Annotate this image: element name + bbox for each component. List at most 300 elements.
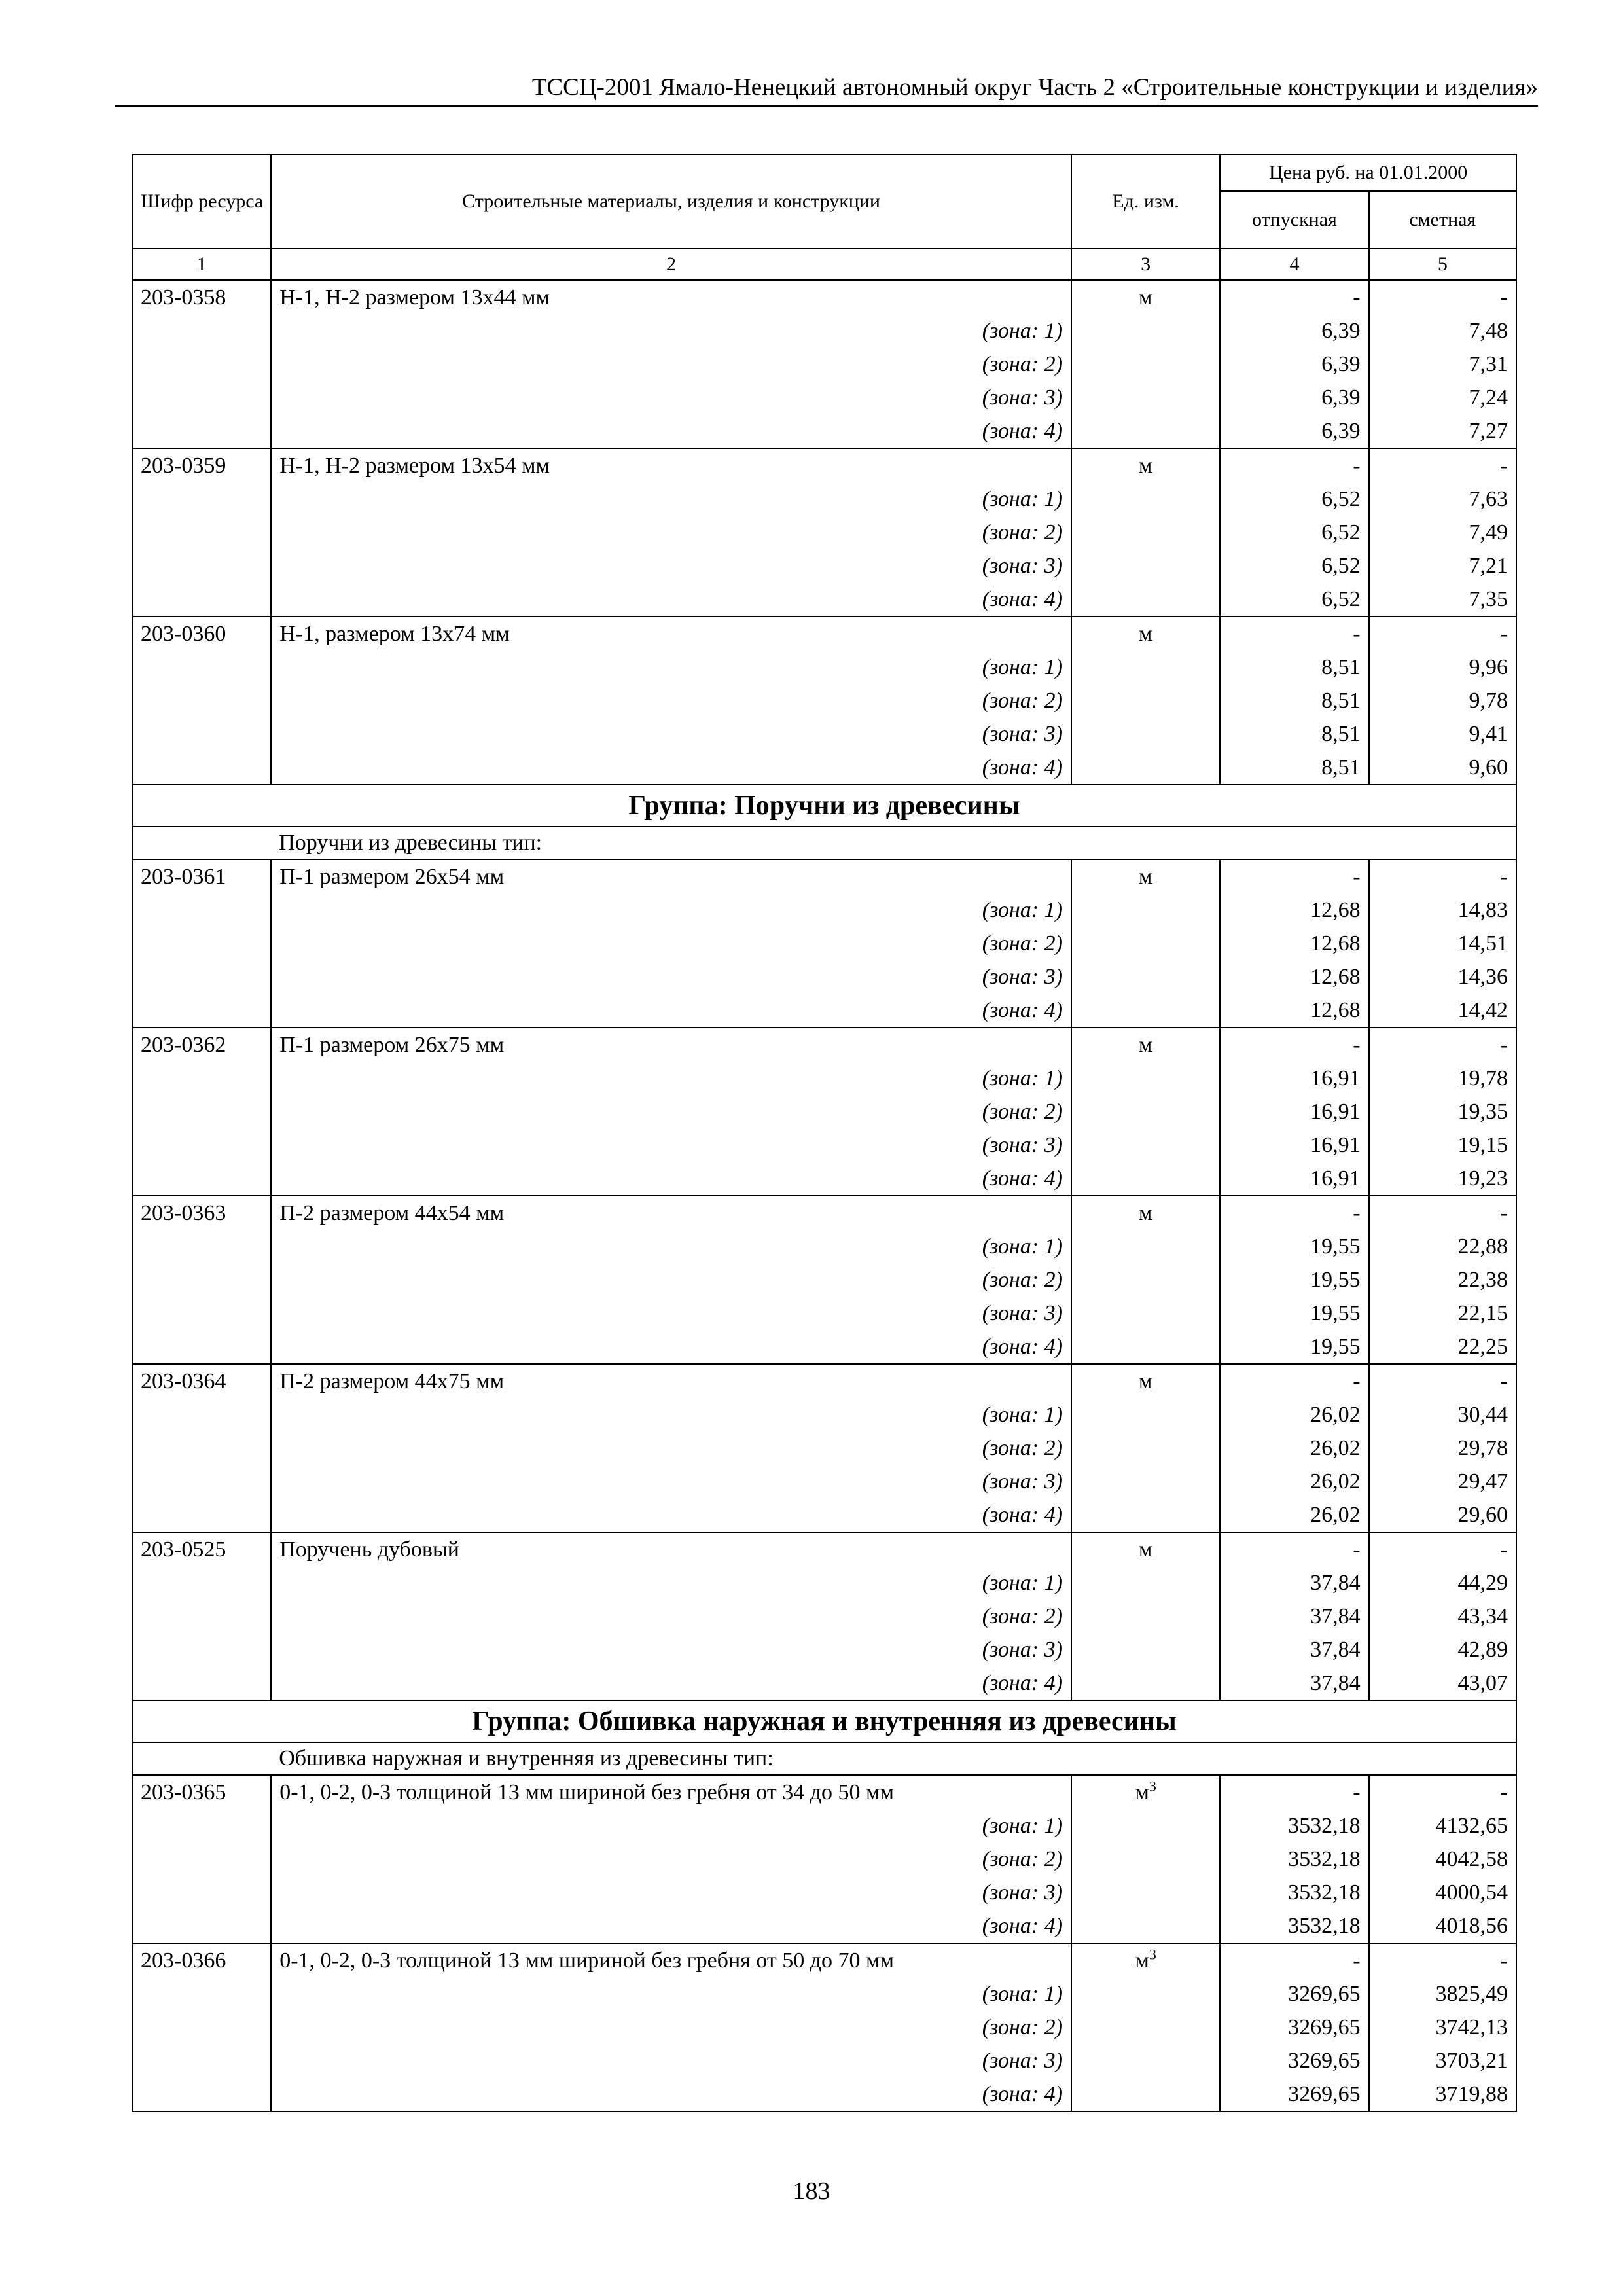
price-release: -	[1220, 1196, 1368, 1230]
material-name: Н-1, размером 13х74 мм	[271, 617, 1071, 651]
unit-empty	[1071, 2044, 1220, 2077]
price-release: 19,55	[1220, 1230, 1368, 1263]
zone-row	[132, 994, 1516, 1028]
zone-label: (зона: 3)	[271, 1465, 1071, 1498]
zone-label: (зона: 4)	[271, 1666, 1071, 1700]
zone-label: (зона: 4)	[271, 583, 1071, 617]
group-heading: Группа: Обшивка наружная и внутренняя из древесины	[132, 1700, 1516, 1742]
unit-empty	[1071, 1128, 1220, 1162]
price-estimate: 7,21	[1369, 549, 1516, 583]
unit-empty	[1071, 1062, 1220, 1095]
price-release: 6,52	[1220, 549, 1368, 583]
zone-label: (зона: 3)	[271, 1297, 1071, 1330]
resource-code: 203-0360	[132, 617, 271, 651]
price-release: -	[1220, 1028, 1368, 1062]
price-release: 37,84	[1220, 1566, 1368, 1600]
price-estimate: 22,38	[1369, 1263, 1516, 1297]
resource-code-empty	[132, 1876, 271, 1909]
price-estimate: 14,36	[1369, 960, 1516, 994]
zone-label: (зона: 4)	[271, 1330, 1071, 1364]
zone-label: (зона: 3)	[271, 549, 1071, 583]
price-release: 6,52	[1220, 583, 1368, 617]
zone-row	[132, 893, 1516, 927]
unit-label: м	[1138, 1033, 1153, 1057]
subgroup-code-cell	[132, 1742, 271, 1775]
price-estimate: 3825,49	[1369, 1977, 1516, 2011]
resource-code: 203-0359	[132, 448, 271, 482]
header-price-release: отпускная	[1220, 191, 1368, 249]
zone-label: (зона: 4)	[271, 994, 1071, 1028]
price-estimate: 7,63	[1369, 482, 1516, 516]
table-row	[132, 280, 1516, 314]
price-estimate: -	[1369, 1364, 1516, 1398]
zone-row	[132, 583, 1516, 617]
material-name: П-2 размером 44х75 мм	[271, 1364, 1071, 1398]
resource-code-empty	[132, 1095, 271, 1128]
unit-empty	[1071, 583, 1220, 617]
resource-code-empty	[132, 1330, 271, 1364]
price-release: 16,91	[1220, 1095, 1368, 1128]
zone-row	[132, 1876, 1516, 1909]
price-estimate: 19,23	[1369, 1162, 1516, 1196]
material-name: Н-1, Н-2 размером 13х54 мм	[271, 448, 1071, 482]
resource-code-empty	[132, 1600, 271, 1633]
zone-label: (зона: 1)	[271, 1398, 1071, 1431]
price-release: 37,84	[1220, 1600, 1368, 1633]
unit-empty	[1071, 684, 1220, 717]
zone-label: (зона: 4)	[271, 1162, 1071, 1196]
price-estimate: 43,34	[1369, 1600, 1516, 1633]
zone-row	[132, 1600, 1516, 1633]
unit-empty	[1071, 651, 1220, 684]
zone-row	[132, 314, 1516, 348]
price-estimate: 7,31	[1369, 348, 1516, 381]
price-release: 3269,65	[1220, 2044, 1368, 2077]
price-release: -	[1220, 1364, 1368, 1398]
resource-code-empty	[132, 2077, 271, 2111]
zone-label: (зона: 3)	[271, 1633, 1071, 1666]
price-release: 26,02	[1220, 1465, 1368, 1498]
price-release: 3532,18	[1220, 1909, 1368, 1943]
table-row	[132, 1028, 1516, 1062]
unit-empty	[1071, 2011, 1220, 2044]
unit-label: м	[1138, 865, 1153, 889]
unit-cell	[1071, 280, 1220, 314]
subgroup-label: Поручни из древесины тип:	[271, 827, 1516, 859]
zone-row	[132, 1633, 1516, 1666]
zone-row	[132, 1297, 1516, 1330]
zone-row	[132, 482, 1516, 516]
zone-row	[132, 414, 1516, 448]
zone-row	[132, 1162, 1516, 1196]
resource-code: 203-0364	[132, 1364, 271, 1398]
group-heading-row	[132, 1700, 1516, 1742]
zone-row	[132, 1330, 1516, 1364]
price-estimate: -	[1369, 448, 1516, 482]
zone-label: (зона: 3)	[271, 381, 1071, 414]
zone-label: (зона: 2)	[271, 1431, 1071, 1465]
price-release: 12,68	[1220, 927, 1368, 960]
unit-label: м	[1138, 454, 1153, 478]
unit-cell	[1071, 1775, 1220, 1809]
zone-row	[132, 1128, 1516, 1162]
zone-label: (зона: 4)	[271, 751, 1071, 785]
zone-row	[132, 1465, 1516, 1498]
price-release: 37,84	[1220, 1666, 1368, 1700]
unit-empty	[1071, 1842, 1220, 1876]
price-release: -	[1220, 1775, 1368, 1809]
price-estimate: 4018,56	[1369, 1909, 1516, 1943]
price-estimate: -	[1369, 617, 1516, 651]
unit-empty	[1071, 549, 1220, 583]
price-release: 8,51	[1220, 751, 1368, 785]
price-estimate: 3719,88	[1369, 2077, 1516, 2111]
price-release: 16,91	[1220, 1162, 1368, 1196]
unit-empty	[1071, 381, 1220, 414]
zone-label: (зона: 3)	[271, 1128, 1071, 1162]
resource-code-empty	[132, 1842, 271, 1876]
unit-empty	[1071, 516, 1220, 549]
resource-code-empty	[132, 482, 271, 516]
zone-label: (зона: 1)	[271, 893, 1071, 927]
column-number: 3	[1071, 249, 1220, 280]
price-estimate: -	[1369, 280, 1516, 314]
unit-empty	[1071, 1263, 1220, 1297]
zone-label: (зона: 1)	[271, 482, 1071, 516]
resource-code-empty	[132, 414, 271, 448]
price-release: -	[1220, 448, 1368, 482]
resource-code-empty	[132, 1465, 271, 1498]
zone-label: (зона: 4)	[271, 1909, 1071, 1943]
price-estimate: 4132,65	[1369, 1809, 1516, 1842]
material-name: П-2 размером 44х54 мм	[271, 1196, 1071, 1230]
price-release: 3269,65	[1220, 1977, 1368, 2011]
table-row	[132, 859, 1516, 893]
resource-code-empty	[132, 1809, 271, 1842]
zone-label: (зона: 1)	[271, 651, 1071, 684]
header-code: Шифр ресурса	[132, 154, 271, 249]
material-name: 0-1, 0-2, 0-3 толщиной 13 мм шириной без гребня от 34 до 50 мм	[271, 1775, 1071, 1809]
unit-exponent: 3	[1149, 1778, 1156, 1795]
unit-cell	[1071, 1532, 1220, 1566]
resource-code: 203-0525	[132, 1532, 271, 1566]
price-estimate: 19,78	[1369, 1062, 1516, 1095]
unit-cell	[1071, 448, 1220, 482]
unit-empty	[1071, 927, 1220, 960]
price-release: 3532,18	[1220, 1809, 1368, 1842]
price-estimate: 43,07	[1369, 1666, 1516, 1700]
unit-empty	[1071, 1398, 1220, 1431]
resource-code-empty	[132, 1431, 271, 1465]
page-number: 183	[793, 2178, 830, 2205]
price-release: -	[1220, 859, 1368, 893]
group-heading-row	[132, 785, 1516, 827]
zone-row	[132, 1566, 1516, 1600]
price-estimate: 4000,54	[1369, 1876, 1516, 1909]
table-row	[132, 1364, 1516, 1398]
price-release: -	[1220, 1532, 1368, 1566]
price-release: 19,55	[1220, 1297, 1368, 1330]
unit-exponent: 3	[1149, 1946, 1156, 1963]
zone-row	[132, 1230, 1516, 1263]
resource-code-empty	[132, 516, 271, 549]
unit-empty	[1071, 751, 1220, 785]
price-estimate: 9,96	[1369, 651, 1516, 684]
resource-code-empty	[132, 1230, 271, 1263]
zone-row	[132, 1431, 1516, 1465]
zone-label: (зона: 3)	[271, 1876, 1071, 1909]
zone-row	[132, 960, 1516, 994]
group-heading: Группа: Поручни из древесины	[132, 785, 1516, 827]
resource-code: 203-0358	[132, 280, 271, 314]
price-release: 6,39	[1220, 414, 1368, 448]
price-estimate: 7,24	[1369, 381, 1516, 414]
zone-label: (зона: 1)	[271, 1977, 1071, 2011]
price-estimate: -	[1369, 1532, 1516, 1566]
resource-code: 203-0363	[132, 1196, 271, 1230]
price-release: 8,51	[1220, 684, 1368, 717]
zone-row	[132, 1062, 1516, 1095]
resource-code-empty	[132, 1498, 271, 1532]
zone-label: (зона: 2)	[271, 1600, 1071, 1633]
resource-code-empty	[132, 684, 271, 717]
unit-empty	[1071, 1431, 1220, 1465]
price-release: 12,68	[1220, 994, 1368, 1028]
zone-label: (зона: 2)	[271, 1095, 1071, 1128]
zone-label: (зона: 2)	[271, 1263, 1071, 1297]
column-number: 5	[1369, 249, 1516, 280]
zone-row	[132, 927, 1516, 960]
unit-cell	[1071, 1196, 1220, 1230]
unit-empty	[1071, 1230, 1220, 1263]
resource-code-empty	[132, 2011, 271, 2044]
price-estimate: -	[1369, 1943, 1516, 1977]
zone-row	[132, 1498, 1516, 1532]
unit-empty	[1071, 314, 1220, 348]
zone-row	[132, 516, 1516, 549]
unit-cell	[1071, 1943, 1220, 1977]
resource-code-empty	[132, 1633, 271, 1666]
zone-row	[132, 348, 1516, 381]
price-release: 37,84	[1220, 1633, 1368, 1666]
unit-cell	[1071, 1028, 1220, 1062]
unit-empty	[1071, 414, 1220, 448]
price-release: -	[1220, 1943, 1368, 1977]
price-release: 19,55	[1220, 1263, 1368, 1297]
zone-label: (зона: 4)	[271, 2077, 1071, 2111]
price-estimate: 22,88	[1369, 1230, 1516, 1263]
table-row	[132, 1532, 1516, 1566]
material-name: Поручень дубовый	[271, 1532, 1071, 1566]
zone-label: (зона: 2)	[271, 2011, 1071, 2044]
price-release: 8,51	[1220, 651, 1368, 684]
price-table	[132, 154, 1517, 2112]
price-release: 6,39	[1220, 381, 1368, 414]
price-estimate: 19,35	[1369, 1095, 1516, 1128]
header-price-estimate: сметная	[1369, 191, 1516, 249]
resource-code-empty	[132, 1128, 271, 1162]
zone-label: (зона: 3)	[271, 717, 1071, 751]
price-estimate: -	[1369, 859, 1516, 893]
zone-label: (зона: 2)	[271, 1842, 1071, 1876]
resource-code-empty	[132, 1398, 271, 1431]
unit-empty	[1071, 1666, 1220, 1700]
resource-code-empty	[132, 1162, 271, 1196]
unit-empty	[1071, 2077, 1220, 2111]
table-row	[132, 1775, 1516, 1809]
zone-row	[132, 717, 1516, 751]
price-estimate: 3742,13	[1369, 2011, 1516, 2044]
price-release: 26,02	[1220, 1431, 1368, 1465]
price-estimate: 4042,58	[1369, 1842, 1516, 1876]
unit-empty	[1071, 1465, 1220, 1498]
resource-code-empty	[132, 717, 271, 751]
price-estimate: 42,89	[1369, 1633, 1516, 1666]
unit-empty	[1071, 1809, 1220, 1842]
resource-code-empty	[132, 583, 271, 617]
zone-label: (зона: 1)	[271, 314, 1071, 348]
resource-code-empty	[132, 960, 271, 994]
price-estimate: -	[1369, 1196, 1516, 1230]
resource-code: 203-0362	[132, 1028, 271, 1062]
zone-label: (зона: 4)	[271, 414, 1071, 448]
table-row	[132, 1196, 1516, 1230]
table-row	[132, 448, 1516, 482]
zone-row	[132, 549, 1516, 583]
resource-code-empty	[132, 927, 271, 960]
price-release: 3532,18	[1220, 1842, 1368, 1876]
zone-row	[132, 751, 1516, 785]
unit-label: м	[1138, 1369, 1153, 1393]
unit-empty	[1071, 348, 1220, 381]
price-release: 3532,18	[1220, 1876, 1368, 1909]
unit-empty	[1071, 1977, 1220, 2011]
unit-empty	[1071, 1330, 1220, 1364]
price-estimate: 19,15	[1369, 1128, 1516, 1162]
material-name: 0-1, 0-2, 0-3 толщиной 13 мм шириной без гребня от 50 до 70 мм	[271, 1943, 1071, 1977]
price-release: 6,39	[1220, 314, 1368, 348]
price-estimate: 7,48	[1369, 314, 1516, 348]
unit-empty	[1071, 1600, 1220, 1633]
price-estimate: 44,29	[1369, 1566, 1516, 1600]
material-name: П-1 размером 26х75 мм	[271, 1028, 1071, 1062]
unit-empty	[1071, 994, 1220, 1028]
header-name: Строительные материалы, изделия и конструкции	[271, 154, 1071, 249]
column-number: 4	[1220, 249, 1368, 280]
zone-row	[132, 1398, 1516, 1431]
header-price: Цена руб. на 01.01.2000	[1220, 154, 1516, 191]
zone-label: (зона: 3)	[271, 960, 1071, 994]
unit-label: м	[1138, 1537, 1153, 1562]
zone-row	[132, 1809, 1516, 1842]
price-release: 3269,65	[1220, 2011, 1368, 2044]
resource-code-empty	[132, 651, 271, 684]
unit-empty	[1071, 717, 1220, 751]
unit-empty	[1071, 1566, 1220, 1600]
unit-label: м	[1138, 1201, 1153, 1225]
zone-row	[132, 381, 1516, 414]
resource-code-empty	[132, 314, 271, 348]
resource-code-empty	[132, 1566, 271, 1600]
unit-empty	[1071, 1876, 1220, 1909]
resource-code-empty	[132, 751, 271, 785]
resource-code-empty	[132, 348, 271, 381]
table-row	[132, 1943, 1516, 1977]
price-estimate: 29,60	[1369, 1498, 1516, 1532]
price-release: 26,02	[1220, 1498, 1368, 1532]
table-row	[132, 617, 1516, 651]
zone-label: (зона: 3)	[271, 2044, 1071, 2077]
unit-empty	[1071, 1633, 1220, 1666]
price-estimate: 9,41	[1369, 717, 1516, 751]
unit-label: м	[1135, 1948, 1149, 1973]
header-rule	[115, 105, 1538, 107]
table-body	[132, 280, 1516, 2111]
price-estimate: -	[1369, 1028, 1516, 1062]
zone-row	[132, 1095, 1516, 1128]
zone-row	[132, 1977, 1516, 2011]
unit-empty	[1071, 1162, 1220, 1196]
subgroup-code-cell	[132, 827, 271, 859]
zone-label: (зона: 2)	[271, 348, 1071, 381]
unit-cell	[1071, 617, 1220, 651]
zone-row	[132, 2011, 1516, 2044]
subgroup-row	[132, 1742, 1516, 1775]
price-release: 8,51	[1220, 717, 1368, 751]
zone-label: (зона: 1)	[271, 1230, 1071, 1263]
price-estimate: 29,78	[1369, 1431, 1516, 1465]
material-name: П-1 размером 26х54 мм	[271, 859, 1071, 893]
resource-code-empty	[132, 1062, 271, 1095]
resource-code-empty	[132, 1909, 271, 1943]
unit-label: м	[1135, 1780, 1149, 1804]
resource-code: 203-0366	[132, 1943, 271, 1977]
price-estimate: 14,51	[1369, 927, 1516, 960]
resource-code: 203-0365	[132, 1775, 271, 1809]
resource-code-empty	[132, 893, 271, 927]
price-estimate: 7,35	[1369, 583, 1516, 617]
subgroup-row	[132, 827, 1516, 859]
price-release: 16,91	[1220, 1128, 1368, 1162]
unit-empty	[1071, 1909, 1220, 1943]
zone-row	[132, 651, 1516, 684]
resource-code-empty	[132, 1977, 271, 2011]
price-release: -	[1220, 280, 1368, 314]
zone-row	[132, 1666, 1516, 1700]
price-release: 16,91	[1220, 1062, 1368, 1095]
price-estimate: 9,78	[1369, 684, 1516, 717]
unit-empty	[1071, 482, 1220, 516]
zone-row	[132, 2044, 1516, 2077]
price-estimate: 22,25	[1369, 1330, 1516, 1364]
zone-label: (зона: 1)	[271, 1062, 1071, 1095]
unit-label: м	[1138, 285, 1153, 310]
zone-label: (зона: 1)	[271, 1566, 1071, 1600]
resource-code-empty	[132, 549, 271, 583]
price-estimate: -	[1369, 1775, 1516, 1809]
table-header	[132, 154, 1516, 280]
subgroup-label: Обшивка наружная и внутренняя из древесины тип:	[271, 1742, 1516, 1775]
price-release: 19,55	[1220, 1330, 1368, 1364]
header-unit: Ед. изм.	[1071, 154, 1220, 249]
price-estimate: 14,42	[1369, 994, 1516, 1028]
price-estimate: 14,83	[1369, 893, 1516, 927]
unit-cell	[1071, 1364, 1220, 1398]
price-release: 26,02	[1220, 1398, 1368, 1431]
unit-empty	[1071, 1498, 1220, 1532]
resource-code-empty	[132, 1666, 271, 1700]
zone-row	[132, 2077, 1516, 2111]
